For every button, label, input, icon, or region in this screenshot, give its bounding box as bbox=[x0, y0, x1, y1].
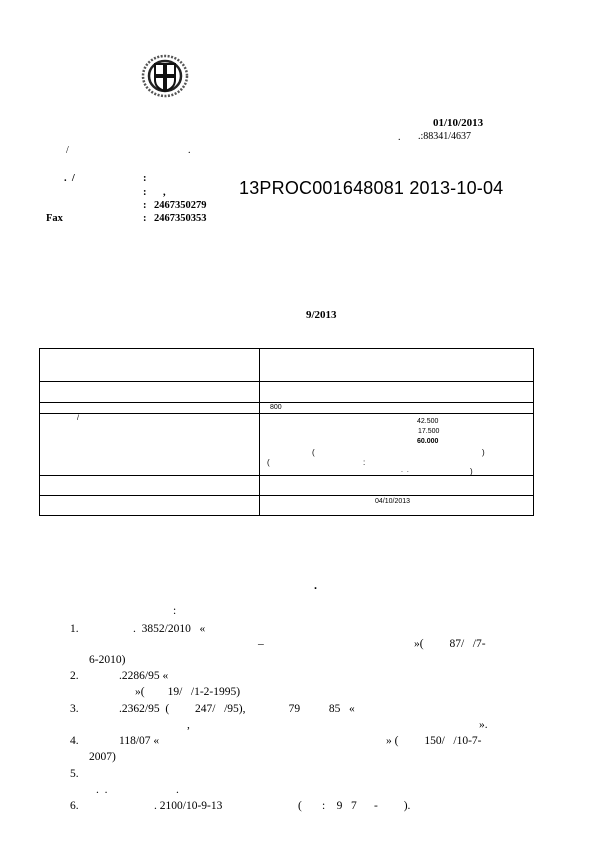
table-row bbox=[40, 414, 534, 476]
fax-number: 2467350353 bbox=[154, 213, 207, 224]
list-item-3-comma: , bbox=[187, 719, 190, 731]
row4-amount-total: 60.000 bbox=[417, 438, 439, 445]
row4-amount2: 17.500 bbox=[418, 428, 440, 435]
coat-of-arms-emblem bbox=[139, 52, 191, 100]
list-item-5-dot: . bbox=[176, 784, 179, 796]
table-cell-label bbox=[40, 496, 260, 516]
contact-line2-colon: : bbox=[143, 187, 147, 198]
table-row bbox=[40, 496, 534, 516]
list-item-3-text: .2362/95 ( 247/ /95), 79 85 « bbox=[119, 703, 355, 715]
list-item-1-date: 6-2010) bbox=[89, 654, 126, 666]
table-cell-label bbox=[40, 414, 260, 476]
table-cell-value bbox=[260, 349, 534, 382]
row4-amount1: 42.500 bbox=[417, 418, 439, 425]
list-item-2-text: .2286/95 « bbox=[119, 670, 169, 682]
row6-date: 04/10/2013 bbox=[375, 498, 411, 505]
sender-line: / bbox=[66, 145, 69, 156]
list-item-4-date: 2007) bbox=[89, 751, 116, 763]
table-cell-value bbox=[260, 382, 534, 403]
list-item-5-dots: . . bbox=[96, 784, 108, 796]
table-cell-value bbox=[260, 496, 534, 516]
table-cell-value bbox=[260, 403, 534, 414]
list-item-4-number: 4. bbox=[70, 735, 79, 747]
contact-line1-prefix: . / bbox=[64, 173, 75, 184]
list-item-6-number: 6. bbox=[70, 800, 79, 812]
list-item-6-ref: ( : 9 7 - ). bbox=[298, 800, 411, 812]
list-item-1-number: 1. bbox=[70, 623, 79, 635]
list-item-1-text: . 3852/2010 « bbox=[133, 623, 206, 635]
row4-line2-open: ( bbox=[267, 458, 270, 467]
table-row bbox=[40, 382, 534, 403]
list-item-5-number: 5. bbox=[70, 768, 79, 780]
ada-code: 13PROC001648081 2013-10-04 bbox=[239, 178, 504, 198]
fax-label: Fax bbox=[46, 213, 63, 224]
table-cell-label bbox=[40, 382, 260, 403]
table-cell-value bbox=[260, 476, 534, 496]
protocol-prefix: . bbox=[398, 132, 401, 143]
row4-paren-open: ( bbox=[312, 448, 315, 457]
protocol-number: .:88341/4637 bbox=[418, 131, 472, 142]
list-item-2-number: 2. bbox=[70, 670, 79, 682]
intro-colon: : bbox=[173, 605, 177, 617]
list-item-4-text: 118/07 « bbox=[119, 735, 160, 747]
document-number: 9/2013 bbox=[306, 309, 337, 321]
row4-paren-close: ) bbox=[482, 448, 485, 457]
list-item-2-ref: »( 19/ /1-2-1995) bbox=[135, 686, 241, 698]
document-date: 01/10/2013 bbox=[433, 117, 484, 129]
list-item-3-number: 3. bbox=[70, 703, 79, 715]
list-item-6-text: . 2100/10-9-13 bbox=[154, 800, 223, 812]
table-row bbox=[40, 349, 534, 382]
phone-separator: : bbox=[143, 200, 147, 211]
table-cell-label bbox=[40, 403, 260, 414]
row4-line3: . . bbox=[401, 467, 409, 474]
details-table bbox=[39, 348, 534, 516]
row4-label: / bbox=[77, 415, 79, 422]
row3-value: 800 bbox=[270, 404, 282, 411]
contact-line2-comma: , bbox=[163, 187, 166, 198]
table-row bbox=[40, 403, 534, 414]
contact-line1-colon: : bbox=[143, 173, 147, 184]
list-item-3-close: ». bbox=[479, 719, 488, 731]
fax-separator: : bbox=[143, 213, 147, 224]
list-item-1-dash: – bbox=[258, 638, 264, 650]
sender-line-dot: . bbox=[188, 145, 191, 156]
section-dot: . bbox=[314, 578, 317, 592]
phone-number: 2467350279 bbox=[154, 200, 207, 211]
table-cell-label bbox=[40, 476, 260, 496]
row4-line3-close: ) bbox=[470, 467, 473, 476]
table-cell-label bbox=[40, 349, 260, 382]
table-row bbox=[40, 476, 534, 496]
row4-line2-colon: : bbox=[363, 458, 366, 467]
list-item-4-ref: » ( 150/ /10-7- bbox=[386, 735, 482, 747]
list-item-1-ref: »( 87/ /7- bbox=[414, 638, 486, 650]
table-cell-value bbox=[260, 414, 534, 476]
